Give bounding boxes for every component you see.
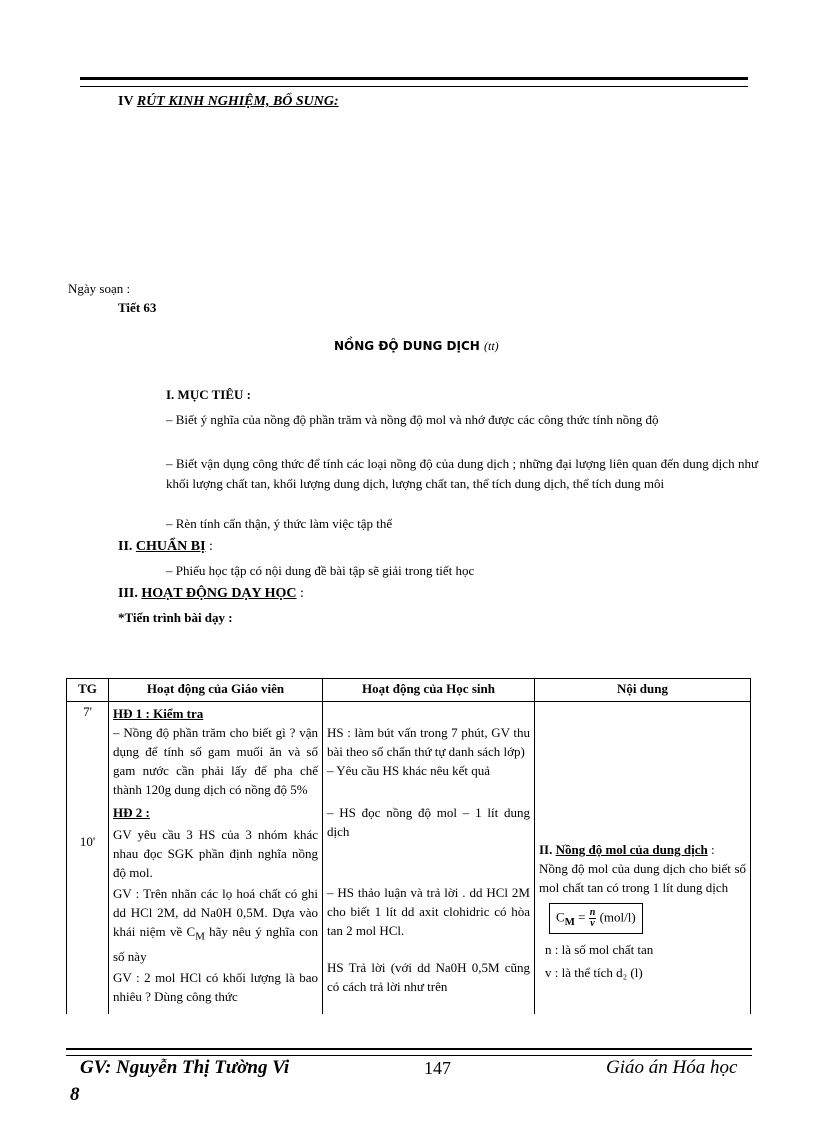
hd1-hs-text-1: HS : làm bút vấn trong 7 phút, GV thu bài theo số chẩn thứ tự danh sách lớp): [327, 725, 530, 759]
hd2-gv-text-2: [113, 884, 318, 966]
nd-heading-num: II.: [539, 842, 556, 857]
formula-unit: (mol/l): [599, 909, 636, 925]
lesson-title: [334, 339, 499, 354]
chuan-bi-heading: [118, 539, 213, 555]
footer-page-number: 147: [424, 1058, 451, 1078]
formula-fraction: [589, 908, 597, 929]
hd2-gv-text-2a: GV : Trên nhãn các lọ hoá chất có ghi dd HCl 2M, dd Na0H 0,5M. Dựa vào khái niệm về C: [113, 886, 318, 939]
row1-tg-text: 7': [83, 704, 92, 719]
hd2-hs-text-3: HS Trả lời (với dd Na0H 0,5M cũng có cách trả lời như trên: [327, 960, 530, 994]
header-tg: TG: [67, 679, 109, 702]
nd-v-definition: v : là thể tích d₂ (l): [545, 965, 643, 980]
concentration-formula: [549, 903, 643, 934]
muc-tieu-heading: I. MỤC TIÊU :: [166, 387, 251, 402]
hd2-hs-text-1: – HS đọc nồng độ mol – 1 lít dung dịch: [327, 805, 530, 839]
header-nd: Nội dung: [535, 679, 751, 702]
section-iv-number: IV: [118, 94, 134, 109]
chuan-bi-colon: :: [205, 539, 213, 554]
nd-heading-title: Nồng độ mol của dung dịch: [555, 842, 708, 857]
hd2-title: HĐ 2 :: [113, 805, 150, 820]
row1-tg: [67, 702, 109, 1015]
hoat-dong-title: HOẠT ĐỘNG DẠY HỌC: [141, 586, 297, 601]
chuan-bi-prefix: II.: [118, 539, 136, 554]
footer-author: GV: Nguyễn Thị Tường Vi: [80, 1057, 290, 1078]
hoat-dong-colon: :: [296, 586, 304, 601]
row-gv: [109, 702, 323, 1015]
header-hs: Hoạt động của Học sinh: [323, 679, 535, 702]
muc-tieu-item-3: – Rèn tính cẩn thận, ý thức làm việc tập thể: [166, 516, 393, 531]
nd-definition: Nồng độ mol của dung dịch cho biết số mol chất tan có trong 1 lít dung dịch: [539, 861, 746, 895]
formula-denominator: v: [590, 918, 595, 929]
table-row: [67, 702, 751, 1015]
table-header-row: [67, 679, 751, 702]
nd-n-definition: n : là số mol chất tan: [545, 942, 654, 957]
hd2-hs-text-2: – HS thảo luận và trả lời . dd HCl 2M cho biết 1 lít dd axit clohidric có hòa tan 2 mol HCl.: [327, 885, 530, 938]
footer-rule: [66, 1048, 752, 1056]
lesson-table: [66, 678, 751, 1014]
hd1-gv-text: – Nồng độ phần trăm cho biết gì ? vận dụng để tính số gam muối ăn và số gam nước cần phải lấy để pha chế thành 120g dung dịch có nồng độ 5%: [113, 725, 318, 797]
header-gv: Hoạt động của Giáo viên: [109, 679, 323, 702]
row-hs: [323, 702, 535, 1015]
nd-heading-colon: :: [707, 842, 715, 857]
hd1-hs-text-2: – Yêu cầu HS khác nêu kết quả: [327, 763, 491, 778]
chuan-bi-item: – Phiếu học tập có nội dung đề bài tập sẽ giải trong tiết học: [166, 563, 475, 578]
footer-subject: Giáo án Hóa học: [606, 1057, 738, 1078]
formula-c: C: [556, 909, 565, 925]
hd2-gv-text-2b: hãy nêu ý nghĩa con số này: [113, 924, 318, 964]
hoat-dong-heading: [118, 586, 304, 602]
tien-trinh-label: *Tiến trình bài dạy :: [118, 610, 233, 625]
lesson-title-main: NỒNG ĐỘ DUNG DỊCH: [334, 339, 480, 353]
chuan-bi-title: CHUẨN BỊ: [135, 539, 206, 554]
row-nd: [535, 702, 751, 1015]
ngay-soan: Ngày soạn :: [68, 281, 131, 296]
formula-eq: =: [578, 909, 586, 925]
hd2-gv-text-3: GV : 2 mol HCl có khối lượng là bao nhiêu ? Dùng công thức: [113, 969, 318, 1004]
hoat-dong-prefix: III.: [118, 586, 142, 601]
lesson-title-suffix: (tt): [484, 339, 499, 353]
muc-tieu-item-1: – Biết ý nghĩa của nồng độ phần trăm và nồng độ mol và nhớ được các công thức tính nồng độ: [166, 412, 659, 427]
formula-sub: M: [564, 916, 575, 929]
hd2-gv-text-1: GV yêu cầu 3 HS của 3 nhóm khác nhau đọc SGK phần định nghĩa nồng độ mol.: [113, 827, 318, 880]
nd-heading: [539, 840, 746, 859]
tiet-label: Tiết 63: [118, 300, 157, 315]
formula-numerator: n: [589, 907, 596, 918]
hd2-gv-text-2-sub: M: [195, 930, 205, 943]
section-iv-title: RÚT KINH NGHIỆM, BỔ SUNG:: [136, 94, 339, 109]
row2-tg-text: 10': [79, 834, 96, 849]
header-rule: [80, 77, 748, 87]
footer-grade: 8: [70, 1084, 80, 1105]
section-iv-heading: [118, 94, 339, 110]
muc-tieu-item-2: – Biết vận dụng công thức để tính các loại nồng độ của dung dịch ; những đại lượng liên quan đến dung dịch như khối lượng chất tan, khối lượng dung dịch, lượng chất tan, thể tích dung dịch, thể tích dung môi: [166, 456, 758, 491]
hd1-title: HĐ 1 : Kiểm tra: [113, 706, 204, 721]
